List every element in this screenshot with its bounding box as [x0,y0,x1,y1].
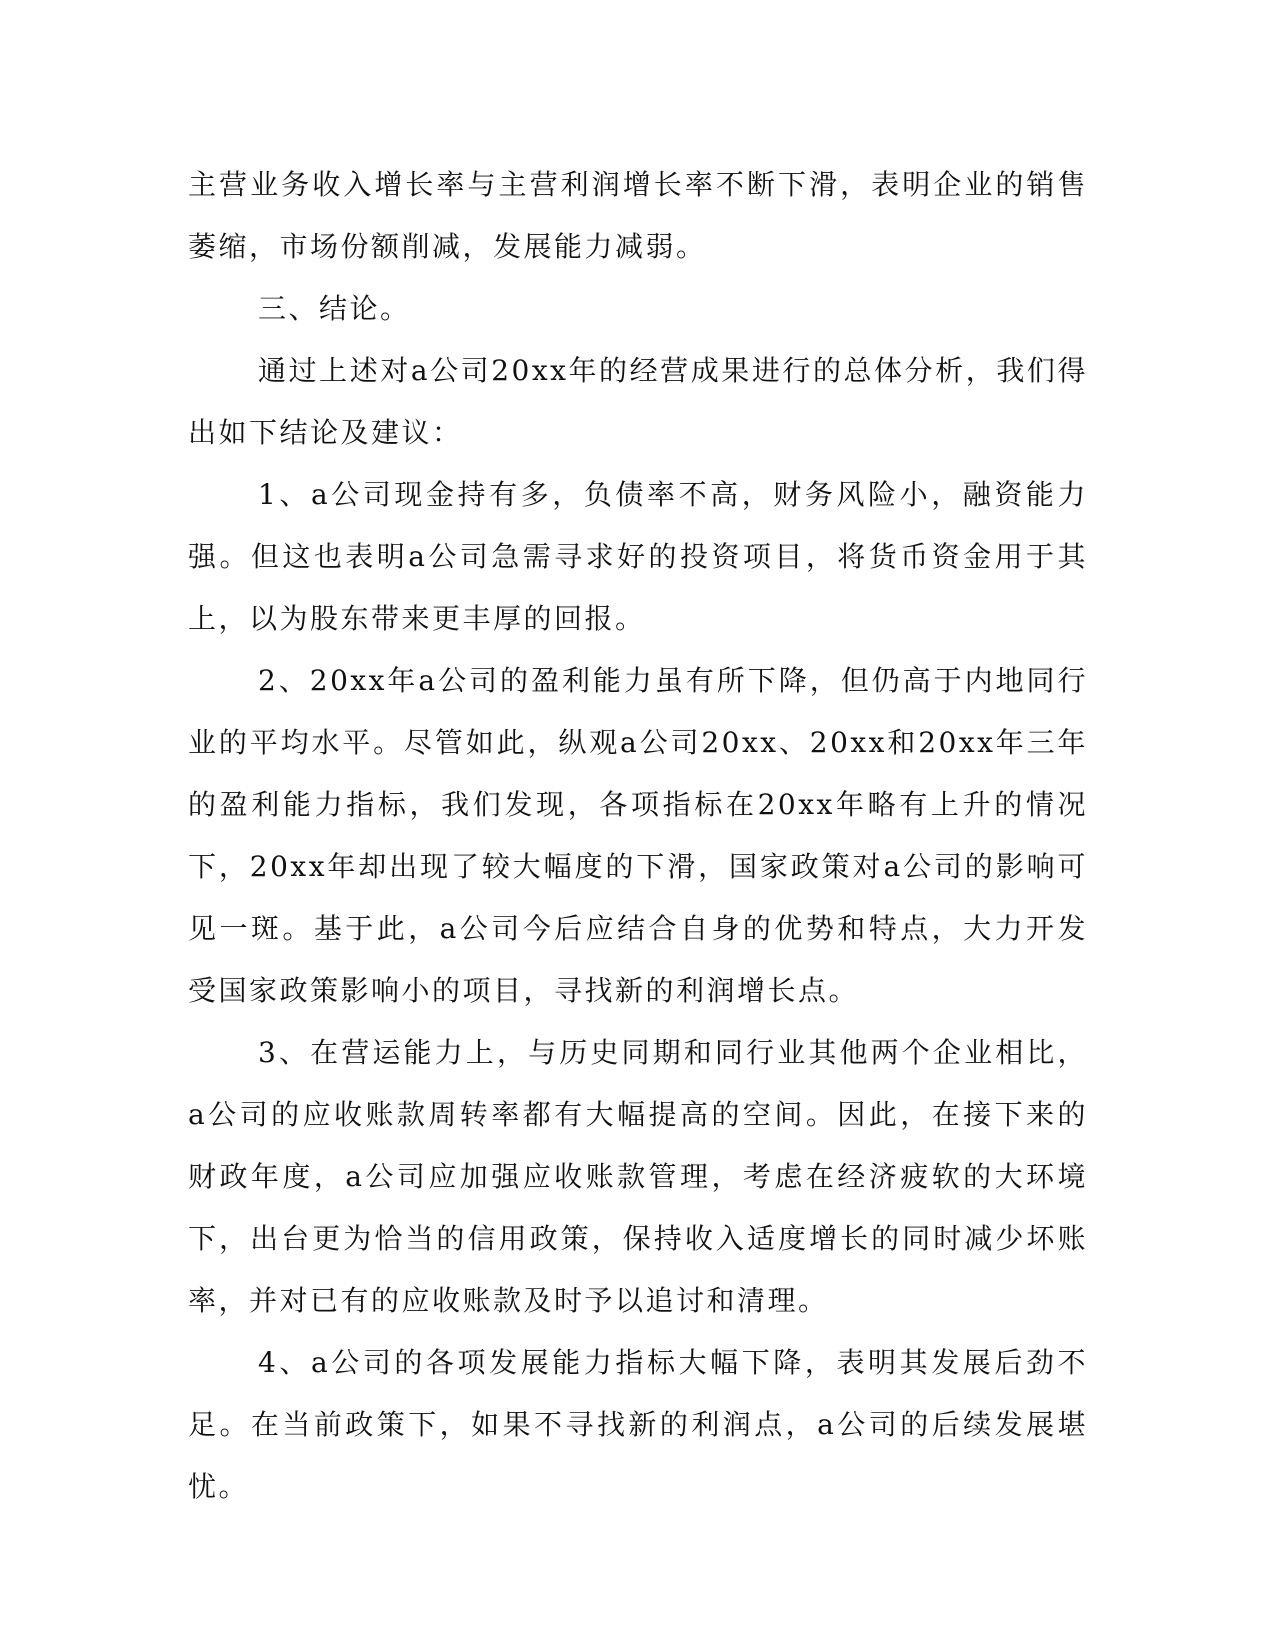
paragraph-growth-decline: 主营业务收入增长率与主营利润增长率不断下滑，表明企业的销售萎缩，市场份额削减，发展能力减弱。 [188,168,1088,263]
paragraph-conclusion-3: 3、在营运能力上，与历史同期和同行业其他两个企业相比，a公司的应收账款周转率都有大幅提高的空间。因此，在接下来的财政年度，a公司应加强应收账款管理，考虑在经济疲软的大环境下，出台更为恰当的信用政策，保持收入适度增长的同时减少坏账率，并对已有的应收账款及时予以追讨和清理。 [188,1036,1088,1317]
paragraph-conclusion-4: 4、a公司的各项发展能力指标大幅下降，表明其发展后劲不足。在当前政策下，如果不寻找新的利润点，a公司的后续发展堪忧。 [188,1346,1088,1503]
section-heading-conclusion: 三、结论。 [258,292,411,325]
paragraph-conclusion-1: 1、a公司现金持有多，负债率不高，财务风险小，融资能力强。但这也表明a公司急需寻求好的投资项目，将货币资金用于其上，以为股东带来更丰厚的回报。 [188,478,1088,635]
paragraph-conclusion-intro: 通过上述对a公司20xx年的经营成果进行的总体分析，我们得出如下结论及建议： [188,354,1088,449]
paragraph-conclusion-2: 2、20xx年a公司的盈利能力虽有所下降，但仍高于内地同行业的平均水平。尽管如此，纵观a公司20xx、20xx和20xx年三年的盈利能力指标，我们发现，各项指标在20xx年略有上升的情况下，20xx年却出现了较大幅度的下滑，国家政策对a公司的影响可见一斑。基于此，a公司今后应结合自身的优势和特点，大力开发受国家政策影响小的项目，寻找新的利润增长点。 [188,664,1088,1007]
document-body [188,154,1088,1518]
